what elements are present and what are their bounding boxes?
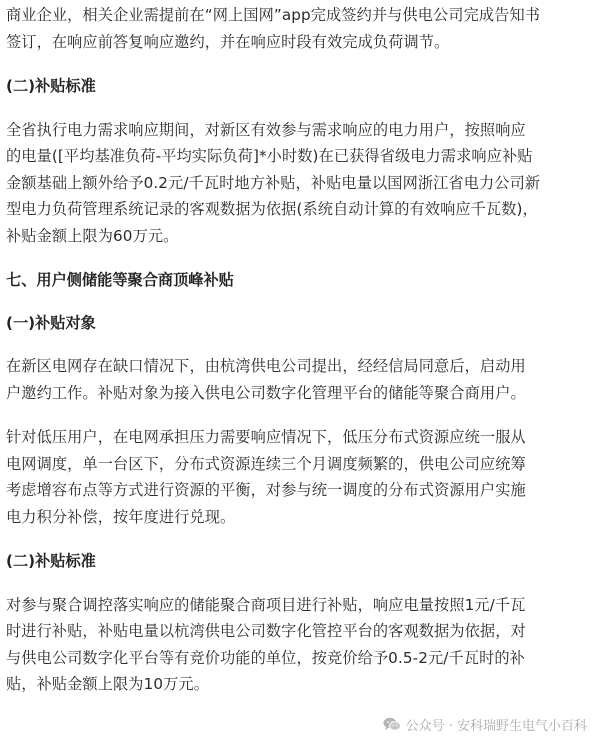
text-line: 电力积分补偿，按年度进行兑现。 [6,507,236,526]
text-line: 补贴金额上限为60万元。 [6,226,179,245]
text-line: 针对低压用户，在电网承担压力需要响应情况下，低压分布式资源应统一服从 [6,428,526,446]
article-body [6,0,592,698]
watermark [383,715,587,734]
watermark-text: 公众号 · 安科瑞野生电气小百科 [405,719,587,734]
text-line: 时进行补贴，补贴电量以杭湾供电公司数字化管控平台的客观数据为依据，对 [6,622,526,640]
text-line: 全省执行电力需求响应期间，对新区有效参与需求响应的电力用户，按照响应 [6,120,526,139]
text-line: 金额基础上额外给予0.2元/千瓦时地方补贴，补贴电量以国网浙江省电力公司新 [6,173,541,192]
section-heading: (二)补贴标准 [6,77,96,95]
section-heading: 七、用户侧储能等聚合商顶峰补贴 [6,271,234,289]
text-line: 考虑增容布点等方式进行资源的平衡，对参与统一调度的分布式资源用户实施 [6,481,526,499]
text-line: 在新区电网存在缺口情况下，由杭湾供电公司提出，经经信局同意后，启动用 [6,357,526,375]
text-line: 型电力负荷管理系统记录的客观数据为依据(系统自动计算的有效响应千瓦数)， [6,200,538,218]
text-line: 贴，补贴金额上限为10万元。 [6,675,209,693]
text-line: 的电量([平均基准负荷-平均实际负荷]*小时数)在已获得省级电力需求响应补贴 [6,147,533,165]
wechat-icon [383,717,401,732]
text-line: 户邀约工作。补贴对象为接入供电公司数字化管理平台的储能等聚合商用户。 [6,383,526,402]
section-heading: (一)补贴对象 [6,313,96,332]
section-heading: (二)补贴标准 [6,552,96,570]
paragraph [6,117,592,250]
paragraph [6,592,592,698]
paragraph [6,353,592,406]
paragraph [6,2,592,55]
paragraph [6,424,592,530]
text-line: 商业企业，相关企业需提前在“网上国网”app完成签约并与供电公司完成告知书 [6,6,541,24]
text-line: 与供电公司数字化平台等有竞价功能的单位，按竞价给予0.5-2元/千瓦时的补 [6,648,525,667]
text-line: 电网调度，单一台区下，分布式资源连续三个月调度频繁的，供电公司应统筹 [6,454,526,473]
text-line: 对参与聚合调控落实响应的储能聚合商项目进行补贴，响应电量按照1元/千瓦 [6,595,526,614]
text-line: 签订，在响应前答复响应邀约，并在响应时段有效完成负荷调节。 [6,32,450,51]
